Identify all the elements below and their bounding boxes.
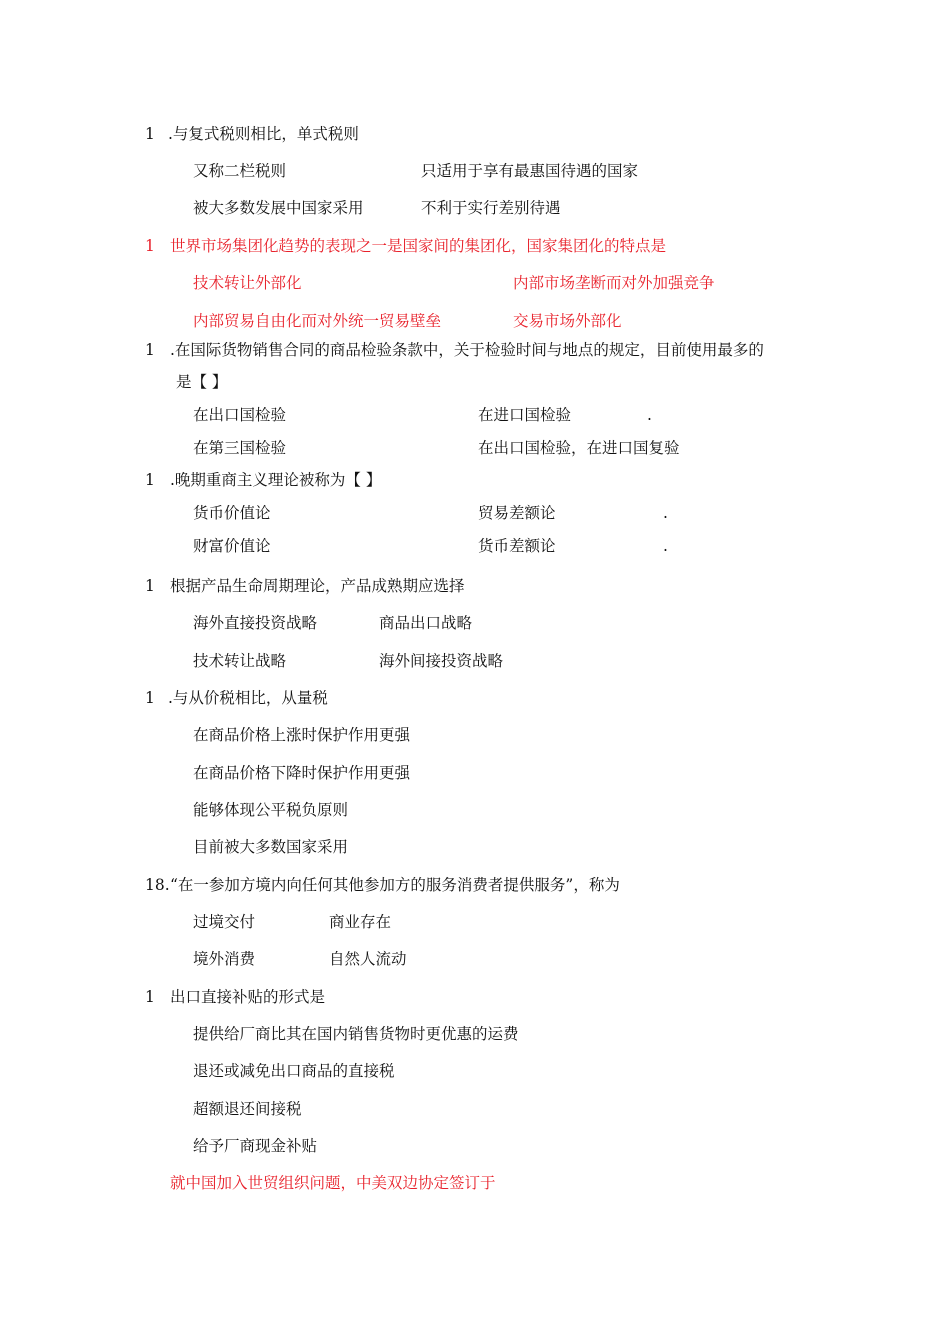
option-b: 贸易差额论	[478, 504, 556, 522]
option-c: 技术转让战略	[193, 652, 287, 670]
option-a: 又称二栏税则	[193, 162, 287, 180]
question-stem: “在一参加方境内向任何其他参加方的服务消费者提供服务”，称为	[170, 876, 620, 894]
question-number: 1	[145, 471, 155, 489]
option-b: 退还或减免出口商品的直接税	[193, 1062, 395, 1080]
option-b: 在进口国检验	[478, 406, 572, 424]
option-b: 内部市场垄断而对外加强竞争	[513, 274, 715, 292]
option-c: 被大多数发展中国家采用	[193, 199, 364, 217]
stray-mark: .	[663, 504, 668, 522]
option-d: 自然人流动	[329, 950, 407, 968]
option-d: 在出口国检验，在进口国复验	[478, 439, 680, 457]
question-number: 1	[145, 988, 155, 1006]
question-number: 1	[145, 125, 155, 143]
question-stem: .在国际货物销售合同的商品检验条款中，关于检验时间与地点的规定，目前使用最多的	[170, 341, 764, 359]
option-d: 交易市场外部化	[513, 312, 622, 330]
question-stem: 根据产品生命周期理论，产品成熟期应选择	[170, 577, 465, 595]
question-number: 1	[145, 689, 155, 707]
option-a: 在出口国检验	[193, 406, 287, 424]
option-a: 技术转让外部化	[193, 274, 302, 292]
option-c: 能够体现公平税负原则	[193, 801, 349, 819]
option-d: 货币差额论	[478, 537, 556, 555]
question-number: 18.	[145, 876, 170, 894]
question-stem-continued: 是【 】	[176, 373, 228, 391]
option-a: 在商品价格上涨时保护作用更强	[193, 726, 411, 744]
question-stem: .晚期重商主义理论被称为【 】	[170, 471, 382, 489]
option-c: 内部贸易自由化而对外统一贸易壁垒	[193, 312, 442, 330]
question-stem: 出口直接补贴的形式是	[170, 988, 326, 1006]
option-a: 过境交付	[193, 913, 256, 931]
question-stem: .与复式税则相比，单式税则	[168, 125, 359, 143]
option-b: 在商品价格下降时保护作用更强	[193, 764, 411, 782]
stray-mark: .	[647, 406, 652, 424]
option-c: 在第三国检验	[193, 439, 287, 457]
question-stem: 世界市场集团化趋势的表现之一是国家间的集团化，国家集团化的特点是	[170, 237, 667, 255]
option-b: 商业存在	[329, 913, 392, 931]
option-d: 不利于实行差别待遇	[421, 199, 561, 217]
option-c: 境外消费	[193, 950, 256, 968]
option-b: 只适用于享有最惠国待遇的国家	[421, 162, 639, 180]
question-number: 1	[145, 341, 155, 359]
stray-mark: .	[663, 537, 668, 555]
option-c: 财富价值论	[193, 537, 271, 555]
option-a: 提供给厂商比其在国内销售货物时更优惠的运费	[193, 1025, 519, 1043]
option-b: 商品出口战略	[379, 614, 473, 632]
option-a: 货币价值论	[193, 504, 271, 522]
question-number: 1	[145, 237, 155, 255]
option-d: 给予厂商现金补贴	[193, 1137, 318, 1155]
question-stem: 就中国加入世贸组织问题，中美双边协定签订于	[170, 1174, 496, 1192]
question-stem: .与从价税相比，从量税	[168, 689, 328, 707]
question-number: 1	[145, 577, 155, 595]
option-a: 海外直接投资战略	[193, 614, 318, 632]
option-c: 超额退还间接税	[193, 1100, 302, 1118]
option-d: 目前被大多数国家采用	[193, 838, 349, 856]
option-d: 海外间接投资战略	[379, 652, 504, 670]
